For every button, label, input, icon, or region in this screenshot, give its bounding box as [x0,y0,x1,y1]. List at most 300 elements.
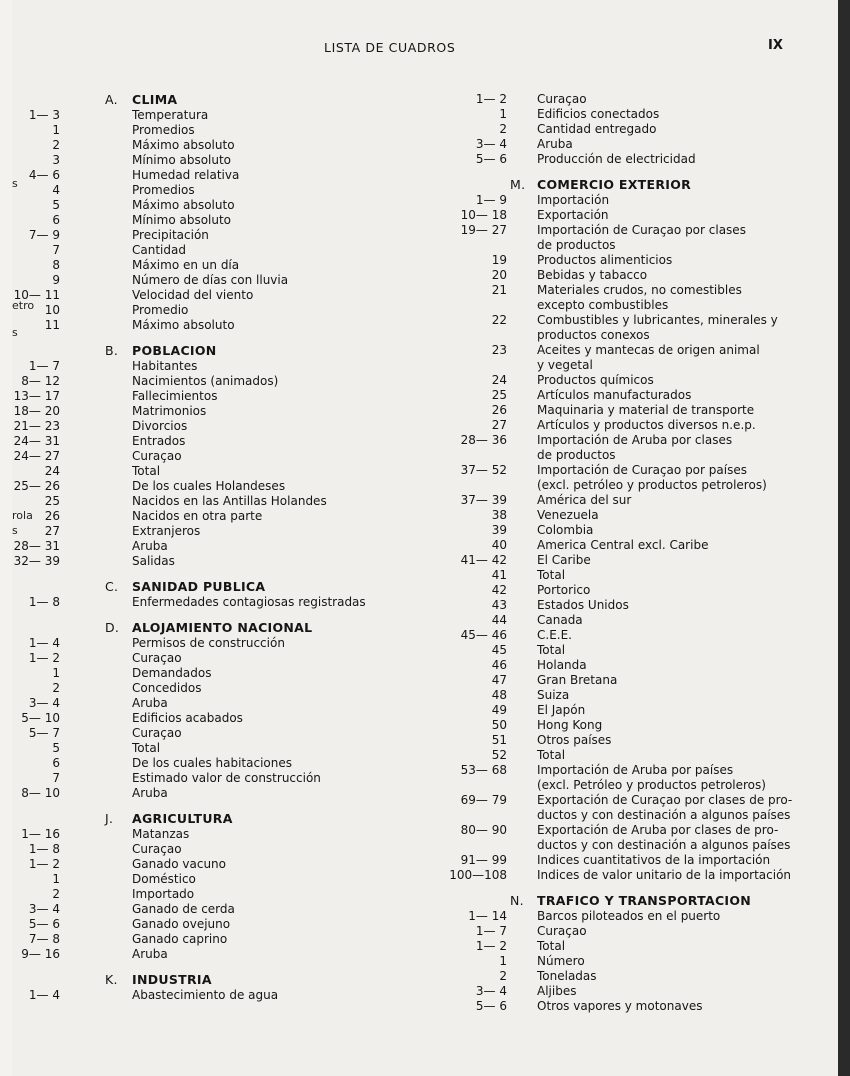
table-entry [12,711,380,726]
table-entry [12,318,380,333]
table-number: 27 [44,524,60,538]
table-number: 37— 39 [460,493,507,507]
table-entry [12,273,380,288]
table-number: 5— 6 [475,152,507,166]
table-number: 2 [52,681,60,695]
table-title: Edificios acabados [132,711,243,725]
table-entry [432,238,812,253]
table-entry [12,932,380,947]
table-title: Demandados [132,666,212,680]
edge-fragment: etro [12,299,35,312]
table-entry [432,954,812,969]
table-title: Colombia [537,523,594,537]
table-entry [12,595,380,610]
table-title: Máximo absoluto [132,198,235,212]
table-number: 28— 31 [13,539,60,553]
table-entry [432,598,812,613]
page-title: LISTA DE CUADROS [324,40,456,55]
table-number: 9— 16 [21,947,60,961]
table-entry [432,718,812,733]
table-title: Ganado de cerda [132,902,235,916]
table-entry [432,793,812,808]
table-number: 1— 2 [475,92,507,106]
table-entry [432,853,812,868]
table-title: Aruba [132,696,168,710]
table-title: ductos y con destinación a algunos países [537,808,791,822]
table-entry [12,842,380,857]
table-title: Matanzas [132,827,190,841]
table-title: Doméstico [132,872,196,886]
table-title: Estimado valor de construcción [132,771,321,785]
table-title: Productos alimenticios [537,253,673,267]
table-number: 2 [499,122,507,136]
table-title: Cantidad [132,243,186,257]
table-title: De los cuales Holandeses [132,479,286,493]
edge-fragment: s [12,177,18,190]
table-number: 42 [491,583,507,597]
table-number: 1— 8 [28,595,60,609]
table-number: 48 [491,688,507,702]
table-entry [12,243,380,258]
table-entry [12,288,380,303]
table-number: 24— 31 [13,434,60,448]
table-title: Importación de Curaçao por países [537,463,747,477]
table-number: 46 [491,658,507,672]
table-entry [432,107,812,122]
table-entry [12,524,380,539]
table-title: De los cuales habitaciones [132,756,293,770]
table-number: 20 [491,268,507,282]
table-number: 5 [52,198,60,212]
table-entry [432,433,812,448]
table-title: y vegetal [537,358,593,372]
table-title: Suiza [537,688,570,702]
table-title: Ganado ovejuno [132,917,231,931]
table-number: 26 [491,403,507,417]
table-number: 1— 2 [475,939,507,953]
table-title: Entrados [132,434,186,448]
table-entry [432,538,812,553]
table-entry [12,494,380,509]
table-entry [432,493,812,508]
table-number: 19 [491,253,507,267]
table-title: Canada [537,613,583,627]
table-title: Otros países [537,733,612,747]
table-number: 8— 10 [21,786,60,800]
table-number: 100—108 [449,868,507,882]
table-number: 8 [52,258,60,272]
table-title: Artículos manufacturados [537,388,692,402]
table-number: 1— 2 [28,651,60,665]
table-number: 22 [491,313,507,327]
table-title: Venezuela [537,508,599,522]
section-letter: B. [105,343,119,358]
table-title: Máximo en un día [132,258,240,272]
table-entry [12,419,380,434]
table-number: 1— 9 [475,193,507,207]
table-title: Permisos de construcción [132,636,285,650]
table-title: (excl. Petróleo y productos petroleros) [537,778,766,792]
table-number: 5— 6 [28,917,60,931]
table-number: 2 [52,887,60,901]
table-title: Fallecimientos [132,389,218,403]
document-page [12,0,838,1076]
section-letter: D. [105,620,120,635]
table-title: Cantidad entregado [537,122,657,136]
table-entry [12,756,380,771]
table-number: 3— 4 [475,984,507,998]
table-entry [432,313,812,328]
table-entry [12,449,380,464]
table-entry [432,984,812,999]
table-title: Estados Unidos [537,598,629,612]
table-entry [12,786,380,801]
table-number: 1— 7 [28,359,60,373]
table-number: 7 [52,243,60,257]
edge-fragment: rola [12,509,33,522]
table-entry [432,523,812,538]
table-title: Curaçao [132,449,182,463]
table-title: Número de días con lluvia [132,273,289,287]
table-entry [12,827,380,842]
table-title: Holanda [537,658,587,672]
table-entry [432,388,812,403]
section-heading [12,92,380,108]
table-title: Exportación [537,208,609,222]
table-entry [12,464,380,479]
table-entry [432,583,812,598]
section-title: ALOJAMIENTO NACIONAL [132,620,313,635]
table-number: 40 [491,538,507,552]
table-title: Nacidos en otra parte [132,509,263,523]
table-number: 3— 4 [28,696,60,710]
table-entry [12,258,380,273]
table-title: Importación de Aruba por países [537,763,734,777]
table-number: 1— 2 [28,857,60,871]
table-title: Exportación de Curaçao por clases de pro- [537,793,793,807]
table-entry [432,778,812,793]
table-title: Divorcios [132,419,188,433]
table-number: 10 [44,303,60,317]
table-entry [432,613,812,628]
table-title: Promedios [132,123,195,137]
section-heading [432,177,812,193]
table-entry [12,666,380,681]
table-number: 1— 3 [28,108,60,122]
table-number: 41— 42 [460,553,507,567]
table-title: (excl. petróleo y productos petroleros) [537,478,767,492]
table-number: 47 [491,673,507,687]
table-title: Aruba [132,539,168,553]
table-title: Extranjeros [132,524,201,538]
table-entry [432,137,812,152]
table-title: Portorico [537,583,591,597]
table-title: Ganado caprino [132,932,228,946]
table-title: Producción de electricidad [537,152,696,166]
right-column [432,92,812,1014]
table-entry [432,508,812,523]
table-entry [432,122,812,137]
table-entry [432,823,812,838]
table-number: 27 [491,418,507,432]
table-title: Total [537,939,566,953]
table-number: 11 [44,318,60,332]
table-number: 45 [491,643,507,657]
table-title: Promedio [132,303,189,317]
table-number: 25— 26 [13,479,60,493]
table-title: Máximo absoluto [132,318,235,332]
table-entry [432,298,812,313]
section-gap [12,610,380,620]
table-number: 19— 27 [460,223,507,237]
table-title: C.E.E. [537,628,572,642]
table-title: Aruba [537,137,573,151]
table-number: 1 [52,666,60,680]
table-title: Precipitación [132,228,209,242]
table-entry [432,808,812,823]
table-number: 4— 6 [28,168,60,182]
table-number: 49 [491,703,507,717]
table-number: 1 [499,954,507,968]
table-number: 6 [52,213,60,227]
table-title: Productos químicos [537,373,654,387]
table-number: 1— 14 [468,909,507,923]
table-number: 39 [491,523,507,537]
table-entry [12,434,380,449]
table-title: Total [537,748,566,762]
section-title: INDUSTRIA [132,972,212,987]
table-entry [432,463,812,478]
table-entry [12,726,380,741]
section-letter: J. [105,811,114,826]
table-number: 7— 9 [28,228,60,242]
table-title: de productos [537,448,616,462]
table-title: Concedidos [132,681,202,695]
table-entry [432,909,812,924]
table-entry [432,283,812,298]
table-entry [12,554,380,569]
table-number: 7 [52,771,60,785]
table-entry [432,358,812,373]
table-number: 1— 4 [28,636,60,650]
table-title: Matrimonios [132,404,207,418]
table-entry [432,838,812,853]
table-number: 6 [52,756,60,770]
section-title: TRAFICO Y TRANSPORTACION [537,893,752,908]
table-entry [12,374,380,389]
table-title: Hong Kong [537,718,603,732]
table-entry [12,479,380,494]
table-entry [432,658,812,673]
table-title: Importado [132,887,195,901]
table-title: Curaçao [132,842,182,856]
table-title: Número [537,954,585,968]
table-entry [432,673,812,688]
table-title: Promedios [132,183,195,197]
table-entry [12,681,380,696]
table-title: América del sur [537,493,632,507]
table-entry [432,193,812,208]
table-entry [432,223,812,238]
section-letter: A. [105,92,118,107]
table-title: Aruba [132,947,168,961]
table-title: ductos y con destinación a algunos países [537,838,791,852]
table-number: 51 [491,733,507,747]
section-letter: N. [510,893,524,908]
table-title: Velocidad del viento [132,288,254,302]
table-entry [12,153,380,168]
table-number: 1 [499,107,507,121]
table-number: 1— 4 [28,988,60,1002]
section-gap [432,883,812,893]
table-number: 91— 99 [460,853,507,867]
table-number: 43 [491,598,507,612]
table-entry [12,138,380,153]
table-title: Importación de Curaçao por clases [537,223,746,237]
table-entry [432,208,812,223]
table-number: 37— 52 [460,463,507,477]
table-number: 1— 7 [475,924,507,938]
table-title: Artículos y productos diversos n.e.p. [537,418,756,432]
table-number: 13— 17 [13,389,60,403]
table-entry [432,688,812,703]
table-entry [12,168,380,183]
table-number: 1 [52,872,60,886]
table-entry [432,268,812,283]
table-entry [12,213,380,228]
table-number: 5— 7 [28,726,60,740]
table-title: Curaçao [132,726,182,740]
table-entry [12,872,380,887]
table-title: Maquinaria y material de transporte [537,403,755,417]
table-title: excepto combustibles [537,298,669,312]
table-number: 80— 90 [460,823,507,837]
table-entry [432,703,812,718]
section-heading [12,972,380,988]
table-entry [12,696,380,711]
table-entry [12,539,380,554]
section-letter: M. [510,177,526,192]
table-title: Curaçao [537,92,587,106]
section-heading [12,811,380,827]
table-number: 18— 20 [13,404,60,418]
table-entry [12,359,380,374]
table-entry [432,448,812,463]
table-number: 9 [52,273,60,287]
table-title: Materiales crudos, no comestibles [537,283,742,297]
table-title: Aljibes [537,984,577,998]
table-title: America Central excl. Caribe [537,538,709,552]
table-entry [12,123,380,138]
table-entry [432,328,812,343]
table-entry [12,198,380,213]
table-title: Edificios conectados [537,107,660,121]
section-heading [12,579,380,595]
table-entry [12,988,380,1003]
table-number: 25 [491,388,507,402]
table-entry [432,373,812,388]
table-title: Abastecimiento de agua [132,988,279,1002]
table-entry [432,343,812,358]
section-gap [12,801,380,811]
table-title: Total [537,643,566,657]
table-entry [12,741,380,756]
table-title: Importación de Aruba por clases [537,433,733,447]
table-number: 24 [491,373,507,387]
table-entry [12,404,380,419]
table-number: 1— 16 [21,827,60,841]
table-entry [432,92,812,107]
section-title: AGRICULTURA [132,811,233,826]
table-entry [432,999,812,1014]
table-number: 24— 27 [13,449,60,463]
table-title: Salidas [132,554,175,568]
table-number: 3— 4 [475,137,507,151]
edge-fragment: s [12,524,18,537]
section-gap [12,569,380,579]
table-title: Habitantes [132,359,198,373]
table-number: 4 [52,183,60,197]
table-title: Indices de valor unitario de la importación [537,868,792,882]
table-number: 69— 79 [460,793,507,807]
table-title: Nacimientos (animados) [132,374,279,388]
table-number: 3— 4 [28,902,60,916]
table-entry [12,228,380,243]
table-entry [432,868,812,883]
table-title: Mínimo absoluto [132,153,232,167]
left-column [12,92,380,1003]
table-title: Ganado vacuno [132,857,226,871]
table-number: 21— 23 [13,419,60,433]
table-number: 26 [44,509,60,523]
table-entry [12,303,380,318]
table-entry [12,887,380,902]
table-number: 53— 68 [460,763,507,777]
table-number: 41 [491,568,507,582]
table-number: 2 [52,138,60,152]
table-number: 24 [44,464,60,478]
table-title: Temperatura [132,108,209,122]
section-title: SANIDAD PUBLICA [132,579,266,594]
table-title: Curaçao [537,924,587,938]
table-title: El Caribe [537,553,591,567]
table-entry [12,108,380,123]
table-number: 38 [491,508,507,522]
table-entry [432,253,812,268]
table-title: Máximo absoluto [132,138,235,152]
table-title: Exportación de Aruba por clases de pro- [537,823,779,837]
table-number: 10— 18 [460,208,507,222]
table-number: 52 [491,748,507,762]
table-entry [432,748,812,763]
table-entry [432,403,812,418]
table-number: 10— 11 [13,288,60,302]
page-number: IX [768,38,783,53]
table-title: Total [132,741,161,755]
section-title: CLIMA [132,92,178,107]
table-number: 50 [491,718,507,732]
table-title: Humedad relativa [132,168,240,182]
table-entry [432,763,812,778]
table-title: Toneladas [537,969,597,983]
table-title: productos conexos [537,328,650,342]
table-number: 5 [52,741,60,755]
table-number: 44 [491,613,507,627]
table-title: Bebidas y tabacco [537,268,648,282]
section-heading [432,893,812,909]
section-heading [12,620,380,636]
table-entry [432,553,812,568]
